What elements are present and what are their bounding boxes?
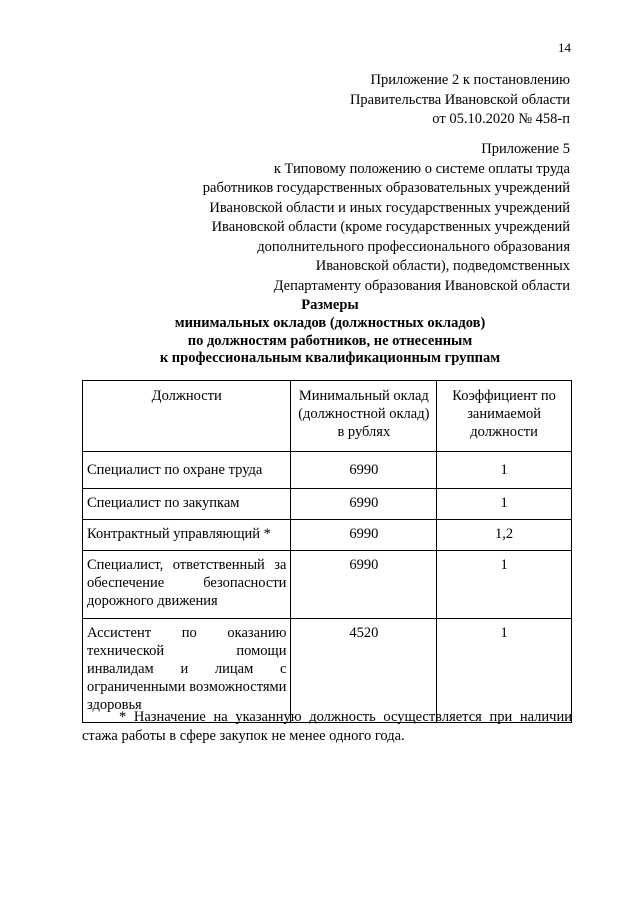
cell-salary: 6990: [291, 551, 437, 619]
footnote: * Назначение на указанную должность осуществляется при наличии стажа работы в сфере закупок не менее одного года.: [82, 709, 572, 744]
header-salary: Минимальный оклад (должностной оклад) в рублях: [291, 381, 437, 452]
appendix-5-line: Ивановской области и иных государственных учреждений: [209, 199, 570, 216]
appendix-2-line: Приложение 2 к постановлению: [370, 72, 570, 88]
table-header-row: [83, 381, 572, 452]
cell-position: Специалист, ответственный за обеспечение безопасности дорожного движения: [83, 551, 291, 619]
table-row: [83, 520, 572, 551]
appendix-5-line: к Типовому положению о системе оплаты труда: [273, 160, 570, 177]
page-number: 14: [558, 40, 571, 55]
salary-table: [82, 380, 572, 723]
table-row: [83, 619, 572, 723]
cell-salary: 4520: [291, 619, 437, 723]
header-coefficient: Коэффициент по занимаемой должности: [437, 381, 572, 452]
appendix-5-line: Ивановской области (кроме государственных учреждений: [211, 219, 570, 235]
cell-salary: 6990: [291, 452, 437, 489]
appendix-5-line: Департаменту образования Ивановской области: [273, 277, 570, 294]
cell-coefficient: 1,2: [437, 520, 572, 551]
cell-salary: 6990: [291, 520, 437, 551]
table-row: [83, 551, 572, 619]
document-title: [80, 297, 580, 368]
table-row: [83, 452, 572, 489]
cell-coefficient: 1: [437, 452, 572, 489]
appendix-5-line: Ивановской области), подведомственных: [315, 258, 570, 274]
appendix-5-header: [203, 140, 570, 296]
appendix-2-header: [350, 71, 570, 130]
title-line: к профессиональным квалификационным группам: [159, 350, 501, 367]
appendix-2-line: Правительства Ивановской области: [349, 91, 570, 108]
title-line: по должностям работников, не отнесенным: [187, 332, 473, 349]
cell-salary: 6990: [291, 489, 437, 520]
cell-position: Специалист по охране труда: [83, 452, 291, 489]
cell-position: Специалист по закупкам: [83, 489, 291, 520]
cell-coefficient: 1: [437, 619, 572, 723]
appendix-2-line: от 05.10.2020 № 458-п: [432, 111, 570, 127]
cell-coefficient: 1: [437, 489, 572, 520]
title-line: Размеры: [301, 297, 359, 313]
title-line: минимальных окладов (должностных окладов): [174, 314, 486, 331]
appendix-5-line: работников государственных образовательных учреждений: [202, 180, 570, 196]
appendix-5-line: Приложение 5: [481, 141, 570, 157]
cell-position: Контрактный управляющий *: [83, 520, 291, 551]
cell-position: Ассистент по оказанию технической помощи инвалидам и лицам с ограниченными возможностями здоровья: [83, 619, 291, 723]
cell-coefficient: 1: [437, 551, 572, 619]
appendix-5-line: дополнительного профессионального образования: [257, 238, 570, 255]
table-row: [83, 489, 572, 520]
header-positions: Должности: [83, 381, 291, 452]
